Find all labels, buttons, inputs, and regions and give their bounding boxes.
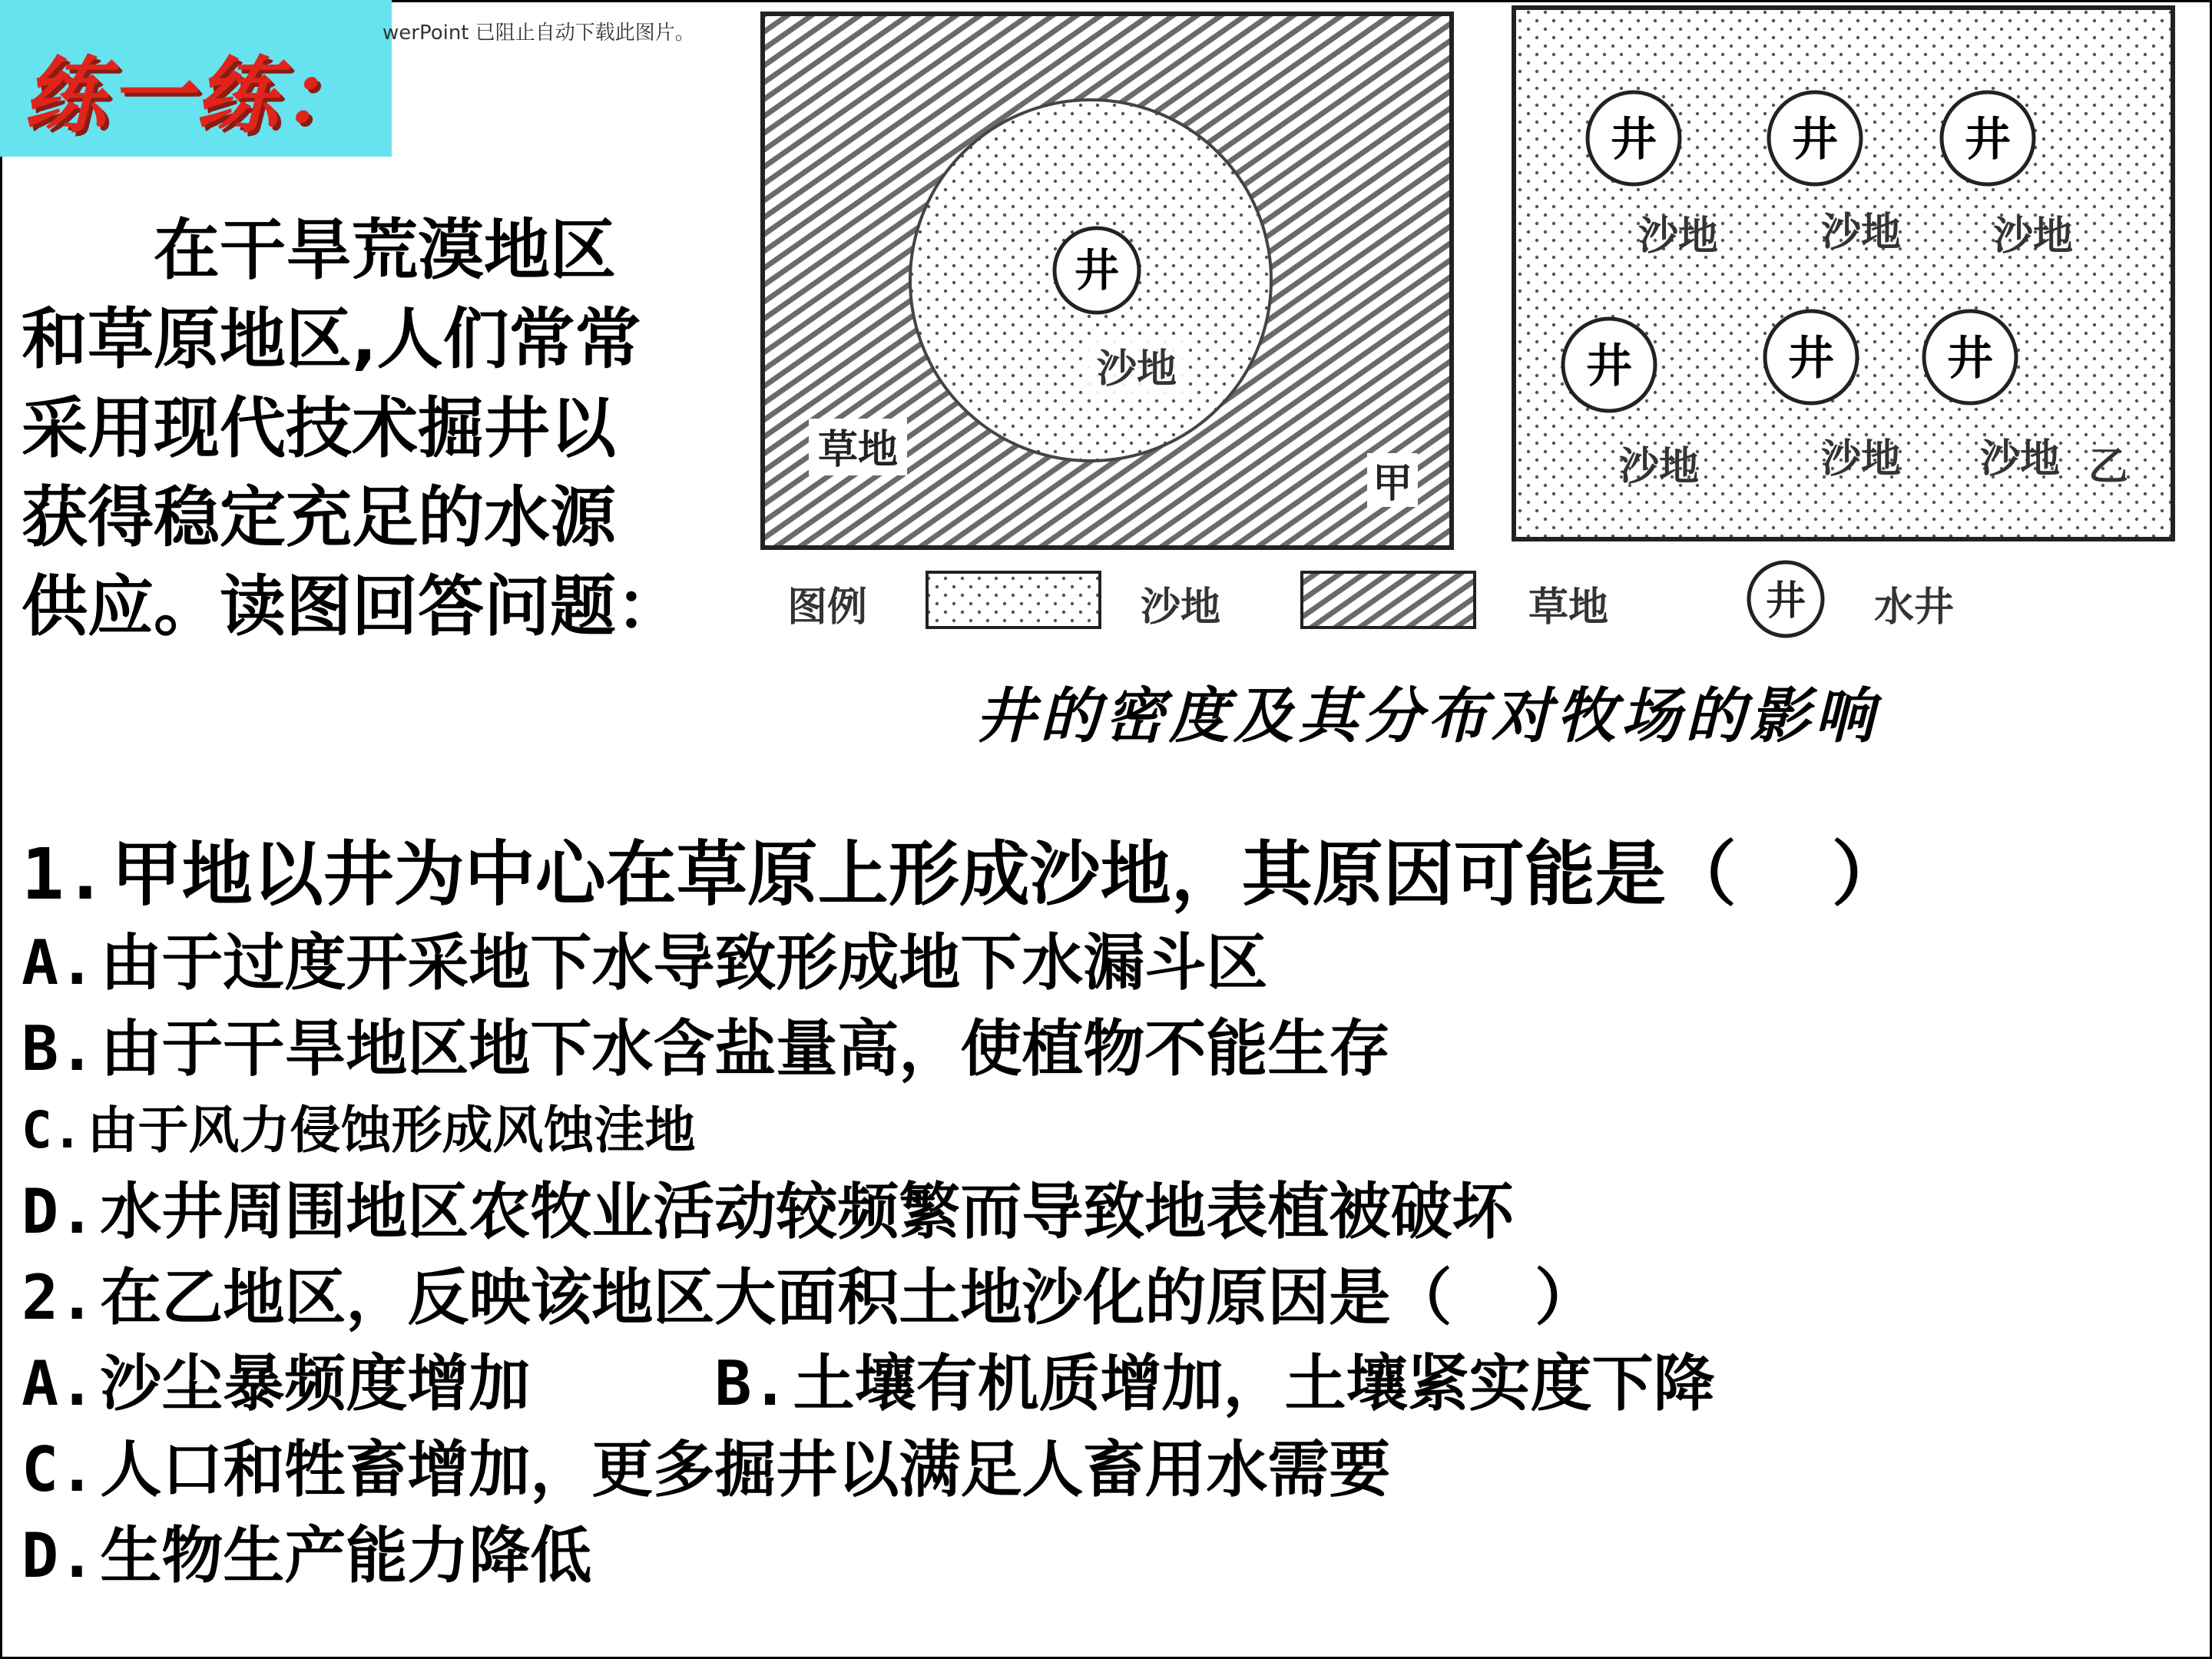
option-letter: C. — [22, 1434, 96, 1505]
panel-tag-jia: 甲 — [1372, 461, 1413, 507]
legend-well-label: 水井 — [1874, 584, 1955, 631]
well-label: 井 — [1792, 113, 1838, 167]
sand-label: 沙地 — [1979, 436, 2061, 482]
option-text: 人口和牲畜增加，更多掘井以满足人畜用水需要 — [100, 1434, 1391, 1505]
q2-option-d — [22, 1513, 2187, 1599]
q2-options-ab — [22, 1341, 2187, 1427]
well-label: 井 — [1586, 339, 1632, 393]
sand-label: 沙地 — [1992, 214, 2074, 260]
option-text: 由于风力侵蚀形成风蚀洼地 — [87, 1101, 696, 1160]
legend-grass-label: 草地 — [1528, 584, 1609, 631]
intro-line: 在干旱荒漠地区 — [22, 212, 616, 289]
option-letter: A. — [22, 1348, 96, 1419]
question-text: 甲地以井为中心在草原上形成沙地，其原因可能是（ ） — [111, 833, 1902, 916]
well-label: 井 — [1074, 244, 1120, 296]
option-letter: C. — [22, 1101, 83, 1160]
well-label: 井 — [1788, 332, 1834, 386]
intro-line: 采用现代技术掘井以 — [22, 390, 616, 467]
intro-line: 供应。读图回答问题： — [22, 568, 682, 645]
q1-option-c — [22, 1092, 2187, 1169]
q1-option-b — [22, 1006, 2187, 1092]
sand-label: 沙地 — [1618, 444, 1700, 490]
legend-title: 图例 — [787, 584, 868, 631]
questions — [22, 830, 2187, 1599]
option-text: 生物生产能力降低 — [100, 1520, 592, 1591]
sand-label: 沙地 — [1637, 214, 1719, 260]
question-number: 1. — [22, 833, 107, 916]
grass-label: 草地 — [817, 427, 899, 473]
panel-tag-yi: 乙 — [2088, 444, 2129, 490]
well-distribution-figure — [757, 0, 2212, 668]
panel-jia — [763, 14, 1452, 548]
q1-option-d — [22, 1169, 2187, 1255]
option-text: 水井周围地区农牧业活动较频繁而导致地表植被破坏 — [100, 1176, 1514, 1247]
intro-line: 和草原地区,人们常常 — [22, 301, 641, 378]
sand-label: 沙地 — [1820, 210, 1902, 256]
well-label: 井 — [1965, 113, 2011, 167]
intro-line: 获得稳定充足的水源 — [22, 479, 616, 556]
q1-option-a — [22, 920, 2187, 1006]
badge-title: 练一练： — [23, 48, 368, 144]
option-text: 由于干旱地区地下水含盐量高，使植物不能生存 — [100, 1013, 1391, 1084]
option-letter: B. — [714, 1348, 789, 1419]
well-label: 井 — [1947, 332, 1993, 386]
intro-text — [22, 206, 743, 651]
figure-caption: 井的密度及其分布对牧场的影响 — [975, 681, 1879, 751]
option-letter: D. — [22, 1176, 96, 1247]
figure-legend — [787, 562, 1954, 636]
option-letter: A. — [22, 927, 96, 998]
legend-grass-swatch — [1302, 572, 1475, 628]
legend-well-symbol: 井 — [1765, 578, 1806, 624]
option-text: 由于过度开采地下水导致形成地下水漏斗区 — [100, 927, 1268, 998]
question-text: 在乙地区，反映该地区大面积土地沙化的原因是（ ） — [100, 1262, 1597, 1333]
panel-yi — [1514, 8, 2173, 539]
question-number: 2. — [22, 1262, 96, 1333]
well-label: 井 — [1611, 113, 1657, 167]
option-letter: D. — [22, 1520, 96, 1591]
sand-label: 沙地 — [1096, 346, 1177, 392]
q2-option-c — [22, 1427, 2187, 1513]
sand-label: 沙地 — [1820, 436, 1902, 482]
option-text: 土壤有机质增加，土壤紧实度下降 — [793, 1348, 1715, 1419]
legend-sand-label: 沙地 — [1141, 584, 1221, 631]
practice-badge — [0, 0, 392, 157]
question-2 — [22, 1255, 2187, 1341]
option-letter: B. — [22, 1013, 96, 1084]
question-1 — [22, 830, 2187, 920]
legend-sand-swatch — [927, 572, 1100, 628]
option-text: 沙尘暴频度增加 — [100, 1348, 531, 1419]
blocked-image-notice: werPoint 已阻止自动下载此图片。 — [382, 22, 695, 45]
